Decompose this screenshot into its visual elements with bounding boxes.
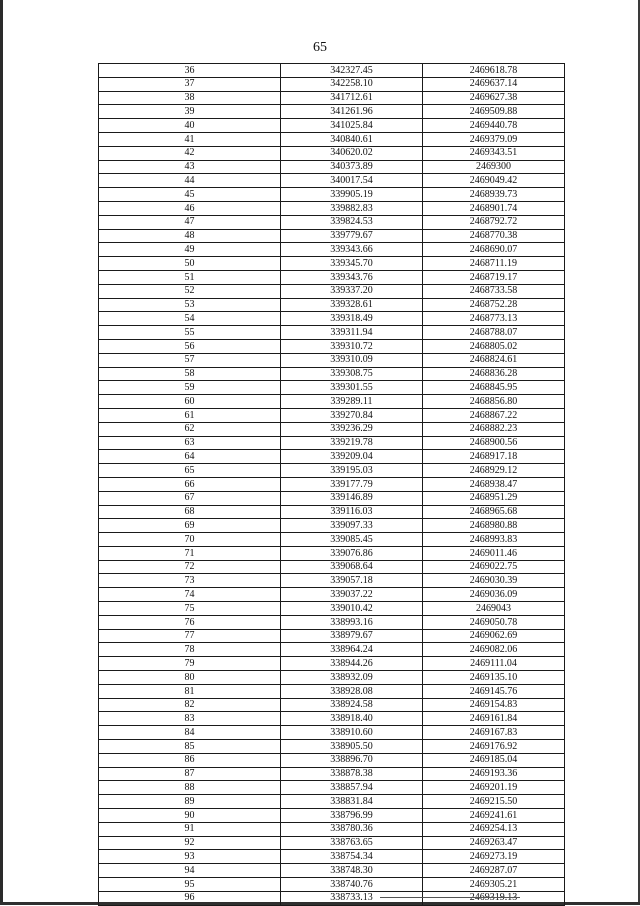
y-coordinate-cell: 2469618.78 (423, 64, 565, 78)
x-coordinate-cell: 338857.94 (281, 781, 423, 795)
x-coordinate-cell: 338748.30 (281, 864, 423, 878)
x-coordinate-cell: 339343.76 (281, 270, 423, 284)
y-coordinate-cell: 2468900.56 (423, 436, 565, 450)
y-coordinate-cell: 2468824.61 (423, 353, 565, 367)
point-number-cell: 64 (99, 450, 281, 464)
point-number-cell: 85 (99, 740, 281, 754)
point-number-cell: 82 (99, 698, 281, 712)
table-row (99, 795, 565, 809)
point-number-cell: 67 (99, 491, 281, 505)
point-number-cell: 89 (99, 795, 281, 809)
x-coordinate-cell: 338964.24 (281, 643, 423, 657)
y-coordinate-cell: 2469036.09 (423, 588, 565, 602)
y-coordinate-cell: 2468752.28 (423, 298, 565, 312)
y-coordinate-cell: 2469440.78 (423, 119, 565, 133)
point-number-cell: 68 (99, 505, 281, 519)
y-coordinate-cell: 2469215.50 (423, 795, 565, 809)
y-coordinate-cell: 2469161.84 (423, 712, 565, 726)
y-coordinate-cell: 2469082.06 (423, 643, 565, 657)
point-number-cell: 54 (99, 312, 281, 326)
point-number-cell: 61 (99, 408, 281, 422)
x-coordinate-cell: 339310.09 (281, 353, 423, 367)
y-coordinate-cell (423, 891, 565, 905)
point-number-cell: 91 (99, 822, 281, 836)
x-coordinate-cell: 339076.86 (281, 546, 423, 560)
table-row (99, 105, 565, 119)
table-row (99, 284, 565, 298)
x-coordinate-cell: 339289.11 (281, 395, 423, 409)
x-coordinate-cell: 342258.10 (281, 77, 423, 91)
x-coordinate-cell: 339116.03 (281, 505, 423, 519)
table-row (99, 809, 565, 823)
x-coordinate-cell: 339345.70 (281, 257, 423, 271)
y-coordinate-cell: 2468917.18 (423, 450, 565, 464)
y-coordinate-cell: 2469193.36 (423, 767, 565, 781)
point-number-cell: 95 (99, 878, 281, 892)
x-coordinate-cell: 338979.67 (281, 629, 423, 643)
x-coordinate-cell: 339037.22 (281, 588, 423, 602)
y-coordinate-cell: 2469627.38 (423, 91, 565, 105)
x-coordinate-cell: 339310.72 (281, 339, 423, 353)
table-row (99, 643, 565, 657)
y-coordinate-cell: 2469254.13 (423, 822, 565, 836)
y-coordinate-cell: 2468867.22 (423, 408, 565, 422)
point-number-cell: 90 (99, 809, 281, 823)
y-coordinate-cell: 2469305.21 (423, 878, 565, 892)
y-coordinate-cell: 2468836.28 (423, 367, 565, 381)
y-coordinate-cell: 2468719.17 (423, 270, 565, 284)
table-row (99, 671, 565, 685)
table-row (99, 381, 565, 395)
table-row (99, 878, 565, 892)
y-coordinate-cell: 2468938.47 (423, 477, 565, 491)
y-coordinate-cell: 2469030.39 (423, 574, 565, 588)
table-row (99, 146, 565, 160)
point-number-cell: 78 (99, 643, 281, 657)
table-row (99, 77, 565, 91)
point-number-cell: 47 (99, 215, 281, 229)
x-coordinate-cell: 339824.53 (281, 215, 423, 229)
point-number-cell: 75 (99, 602, 281, 616)
x-coordinate-cell: 338928.08 (281, 684, 423, 698)
x-coordinate-cell: 338796.99 (281, 809, 423, 823)
x-coordinate-cell: 338763.65 (281, 836, 423, 850)
table-row (99, 201, 565, 215)
point-number-cell: 96 (99, 891, 281, 905)
point-number-cell: 59 (99, 381, 281, 395)
x-coordinate-cell: 338740.76 (281, 878, 423, 892)
y-coordinate-cell: 2468965.68 (423, 505, 565, 519)
table-row (99, 188, 565, 202)
point-number-cell: 79 (99, 657, 281, 671)
y-coordinate-cell: 2468993.83 (423, 533, 565, 547)
y-coordinate-cell: 2469111.04 (423, 657, 565, 671)
point-number-cell: 76 (99, 615, 281, 629)
point-number-cell: 81 (99, 684, 281, 698)
point-number-cell: 70 (99, 533, 281, 547)
x-coordinate-cell: 339308.75 (281, 367, 423, 381)
y-coordinate-cell: 2469379.09 (423, 132, 565, 146)
x-coordinate-cell: 341712.61 (281, 91, 423, 105)
table-row (99, 726, 565, 740)
x-coordinate-cell: 339779.67 (281, 229, 423, 243)
x-coordinate-cell: 339195.03 (281, 464, 423, 478)
x-coordinate-cell: 338932.09 (281, 671, 423, 685)
y-coordinate-cell: 2469343.51 (423, 146, 565, 160)
point-number-cell: 40 (99, 119, 281, 133)
x-coordinate-cell: 338924.58 (281, 698, 423, 712)
point-number-cell: 45 (99, 188, 281, 202)
y-coordinate-cell: 2469062.69 (423, 629, 565, 643)
point-number-cell: 56 (99, 339, 281, 353)
y-coordinate-cell: 2468845.95 (423, 381, 565, 395)
point-number-cell: 58 (99, 367, 281, 381)
table-row (99, 602, 565, 616)
point-number-cell: 88 (99, 781, 281, 795)
x-coordinate-cell: 340017.54 (281, 174, 423, 188)
table-row (99, 132, 565, 146)
point-number-cell: 84 (99, 726, 281, 740)
y-coordinate-cell: 2469201.19 (423, 781, 565, 795)
x-coordinate-cell: 340620.02 (281, 146, 423, 160)
point-number-cell: 38 (99, 91, 281, 105)
table-row (99, 519, 565, 533)
point-number-cell: 87 (99, 767, 281, 781)
table-row (99, 395, 565, 409)
y-coordinate-cell: 2469300 (423, 160, 565, 174)
point-number-cell: 60 (99, 395, 281, 409)
y-coordinate-cell: 2469263.47 (423, 836, 565, 850)
y-coordinate-cell: 2469176.92 (423, 740, 565, 754)
point-number-cell: 69 (99, 519, 281, 533)
x-coordinate-cell: 339318.49 (281, 312, 423, 326)
y-coordinate-cell: 2469637.14 (423, 77, 565, 91)
y-coordinate-cell: 2469509.88 (423, 105, 565, 119)
table-row (99, 615, 565, 629)
y-coordinate-cell: 2469167.83 (423, 726, 565, 740)
table-row (99, 464, 565, 478)
y-coordinate-cell: 2468929.12 (423, 464, 565, 478)
y-coordinate-cell: 2469145.76 (423, 684, 565, 698)
point-number-cell: 50 (99, 257, 281, 271)
point-number-cell: 46 (99, 201, 281, 215)
table-row (99, 91, 565, 105)
table-row (99, 546, 565, 560)
x-coordinate-cell: 338754.34 (281, 850, 423, 864)
table-row (99, 533, 565, 547)
point-number-cell: 43 (99, 160, 281, 174)
point-number-cell: 92 (99, 836, 281, 850)
x-coordinate-cell: 339343.66 (281, 243, 423, 257)
x-coordinate-cell: 340373.89 (281, 160, 423, 174)
table-row (99, 64, 565, 78)
y-coordinate-cell: 2468805.02 (423, 339, 565, 353)
point-number-cell: 65 (99, 464, 281, 478)
table-row (99, 339, 565, 353)
table-row (99, 698, 565, 712)
y-coordinate-cell: 2469050.78 (423, 615, 565, 629)
point-number-cell: 42 (99, 146, 281, 160)
y-coordinate-cell: 2469011.46 (423, 546, 565, 560)
table-row (99, 312, 565, 326)
x-coordinate-cell: 339236.29 (281, 422, 423, 436)
point-number-cell: 37 (99, 77, 281, 91)
point-number-cell: 41 (99, 132, 281, 146)
x-coordinate-cell: 338993.16 (281, 615, 423, 629)
y-coordinate-cell: 2469287.07 (423, 864, 565, 878)
point-number-cell: 48 (99, 229, 281, 243)
x-coordinate-cell: 339328.61 (281, 298, 423, 312)
point-number-cell: 83 (99, 712, 281, 726)
table-row (99, 822, 565, 836)
table-row (99, 891, 565, 905)
y-coordinate-cell: 2468733.58 (423, 284, 565, 298)
table-row (99, 712, 565, 726)
x-coordinate-cell: 339177.79 (281, 477, 423, 491)
table-row (99, 367, 565, 381)
table-row (99, 753, 565, 767)
table-row (99, 477, 565, 491)
x-coordinate-cell: 339057.18 (281, 574, 423, 588)
point-number-cell: 72 (99, 560, 281, 574)
table-row (99, 229, 565, 243)
table-row (99, 657, 565, 671)
point-number-cell: 62 (99, 422, 281, 436)
y-coordinate-cell: 2469241.61 (423, 809, 565, 823)
x-coordinate-cell: 338910.60 (281, 726, 423, 740)
y-coordinate-cell: 2468711.19 (423, 257, 565, 271)
table-row (99, 450, 565, 464)
point-number-cell: 71 (99, 546, 281, 560)
point-number-cell: 93 (99, 850, 281, 864)
x-coordinate-cell: 340840.61 (281, 132, 423, 146)
x-coordinate-cell: 339270.84 (281, 408, 423, 422)
table-row (99, 257, 565, 271)
y-coordinate-cell: 2468951.29 (423, 491, 565, 505)
y-coordinate-cell: 2469185.04 (423, 753, 565, 767)
x-coordinate-cell: 339301.55 (281, 381, 423, 395)
table-row (99, 491, 565, 505)
point-number-cell: 52 (99, 284, 281, 298)
scan-edge-left (0, 0, 3, 905)
y-coordinate-cell: 2468856.80 (423, 395, 565, 409)
x-coordinate-cell: 339219.78 (281, 436, 423, 450)
y-coordinate-cell: 2469135.10 (423, 671, 565, 685)
y-coordinate-cell: 2469049.42 (423, 174, 565, 188)
y-coordinate-cell: 2469022.75 (423, 560, 565, 574)
table-row (99, 629, 565, 643)
table-row (99, 174, 565, 188)
table-row (99, 353, 565, 367)
y-coordinate-cell: 2469043 (423, 602, 565, 616)
table-row (99, 215, 565, 229)
x-coordinate-cell: 338905.50 (281, 740, 423, 754)
y-coordinate-cell: 2468792.72 (423, 215, 565, 229)
point-number-cell: 44 (99, 174, 281, 188)
coordinates-table (98, 63, 565, 906)
table-row (99, 850, 565, 864)
y-coordinate-cell: 2468690.07 (423, 243, 565, 257)
x-coordinate-cell: 338780.36 (281, 822, 423, 836)
x-coordinate-cell: 339311.94 (281, 326, 423, 340)
page-number: 65 (313, 40, 327, 55)
x-coordinate-cell: 341261.96 (281, 105, 423, 119)
y-coordinate-cell: 2468773.13 (423, 312, 565, 326)
x-coordinate-cell: 339010.42 (281, 602, 423, 616)
table-row (99, 864, 565, 878)
x-coordinate-cell: 339882.83 (281, 201, 423, 215)
table-row (99, 560, 565, 574)
x-coordinate-cell: 339097.33 (281, 519, 423, 533)
point-number-cell: 94 (99, 864, 281, 878)
y-coordinate-cell: 2468788.07 (423, 326, 565, 340)
table-row (99, 740, 565, 754)
x-coordinate-cell: 339068.64 (281, 560, 423, 574)
point-number-cell: 73 (99, 574, 281, 588)
y-coordinate-cell: 2468770.38 (423, 229, 565, 243)
x-coordinate-cell: 338878.38 (281, 767, 423, 781)
point-number-cell: 80 (99, 671, 281, 685)
point-number-cell: 39 (99, 105, 281, 119)
x-coordinate-cell: 338733.13 (281, 891, 423, 905)
point-number-cell: 57 (99, 353, 281, 367)
y-coordinate-cell: 2469273.19 (423, 850, 565, 864)
table-row (99, 422, 565, 436)
x-coordinate-cell: 339905.19 (281, 188, 423, 202)
point-number-cell: 36 (99, 64, 281, 78)
table-row (99, 588, 565, 602)
point-number-cell: 66 (99, 477, 281, 491)
table-row (99, 270, 565, 284)
x-coordinate-cell: 342327.45 (281, 64, 423, 78)
table-row (99, 326, 565, 340)
table-row (99, 574, 565, 588)
y-coordinate-cell: 2468980.88 (423, 519, 565, 533)
point-number-cell: 53 (99, 298, 281, 312)
table-row (99, 243, 565, 257)
table-row (99, 505, 565, 519)
table-row (99, 436, 565, 450)
x-coordinate-cell: 341025.84 (281, 119, 423, 133)
point-number-cell: 55 (99, 326, 281, 340)
x-coordinate-cell: 338944.26 (281, 657, 423, 671)
table-row (99, 684, 565, 698)
table-row (99, 767, 565, 781)
table-row (99, 408, 565, 422)
point-number-cell: 74 (99, 588, 281, 602)
x-coordinate-cell: 339146.89 (281, 491, 423, 505)
x-coordinate-cell: 338918.40 (281, 712, 423, 726)
table-row (99, 836, 565, 850)
coordinates-table-body (99, 64, 565, 906)
y-coordinate-cell: 2469154.83 (423, 698, 565, 712)
point-number-cell: 51 (99, 270, 281, 284)
point-number-cell: 77 (99, 629, 281, 643)
x-coordinate-cell: 339337.20 (281, 284, 423, 298)
x-coordinate-cell: 339209.04 (281, 450, 423, 464)
table-row (99, 298, 565, 312)
x-coordinate-cell: 338831.84 (281, 795, 423, 809)
x-coordinate-cell: 339085.45 (281, 533, 423, 547)
point-number-cell: 49 (99, 243, 281, 257)
y-coordinate-cell: 2468901.74 (423, 201, 565, 215)
table-row (99, 119, 565, 133)
table-row (99, 781, 565, 795)
footer-rule (380, 897, 520, 898)
y-coordinate-cell: 2468882.23 (423, 422, 565, 436)
point-number-cell: 86 (99, 753, 281, 767)
point-number-cell: 63 (99, 436, 281, 450)
table-row (99, 160, 565, 174)
y-coordinate-cell: 2468939.73 (423, 188, 565, 202)
x-coordinate-cell: 338896.70 (281, 753, 423, 767)
